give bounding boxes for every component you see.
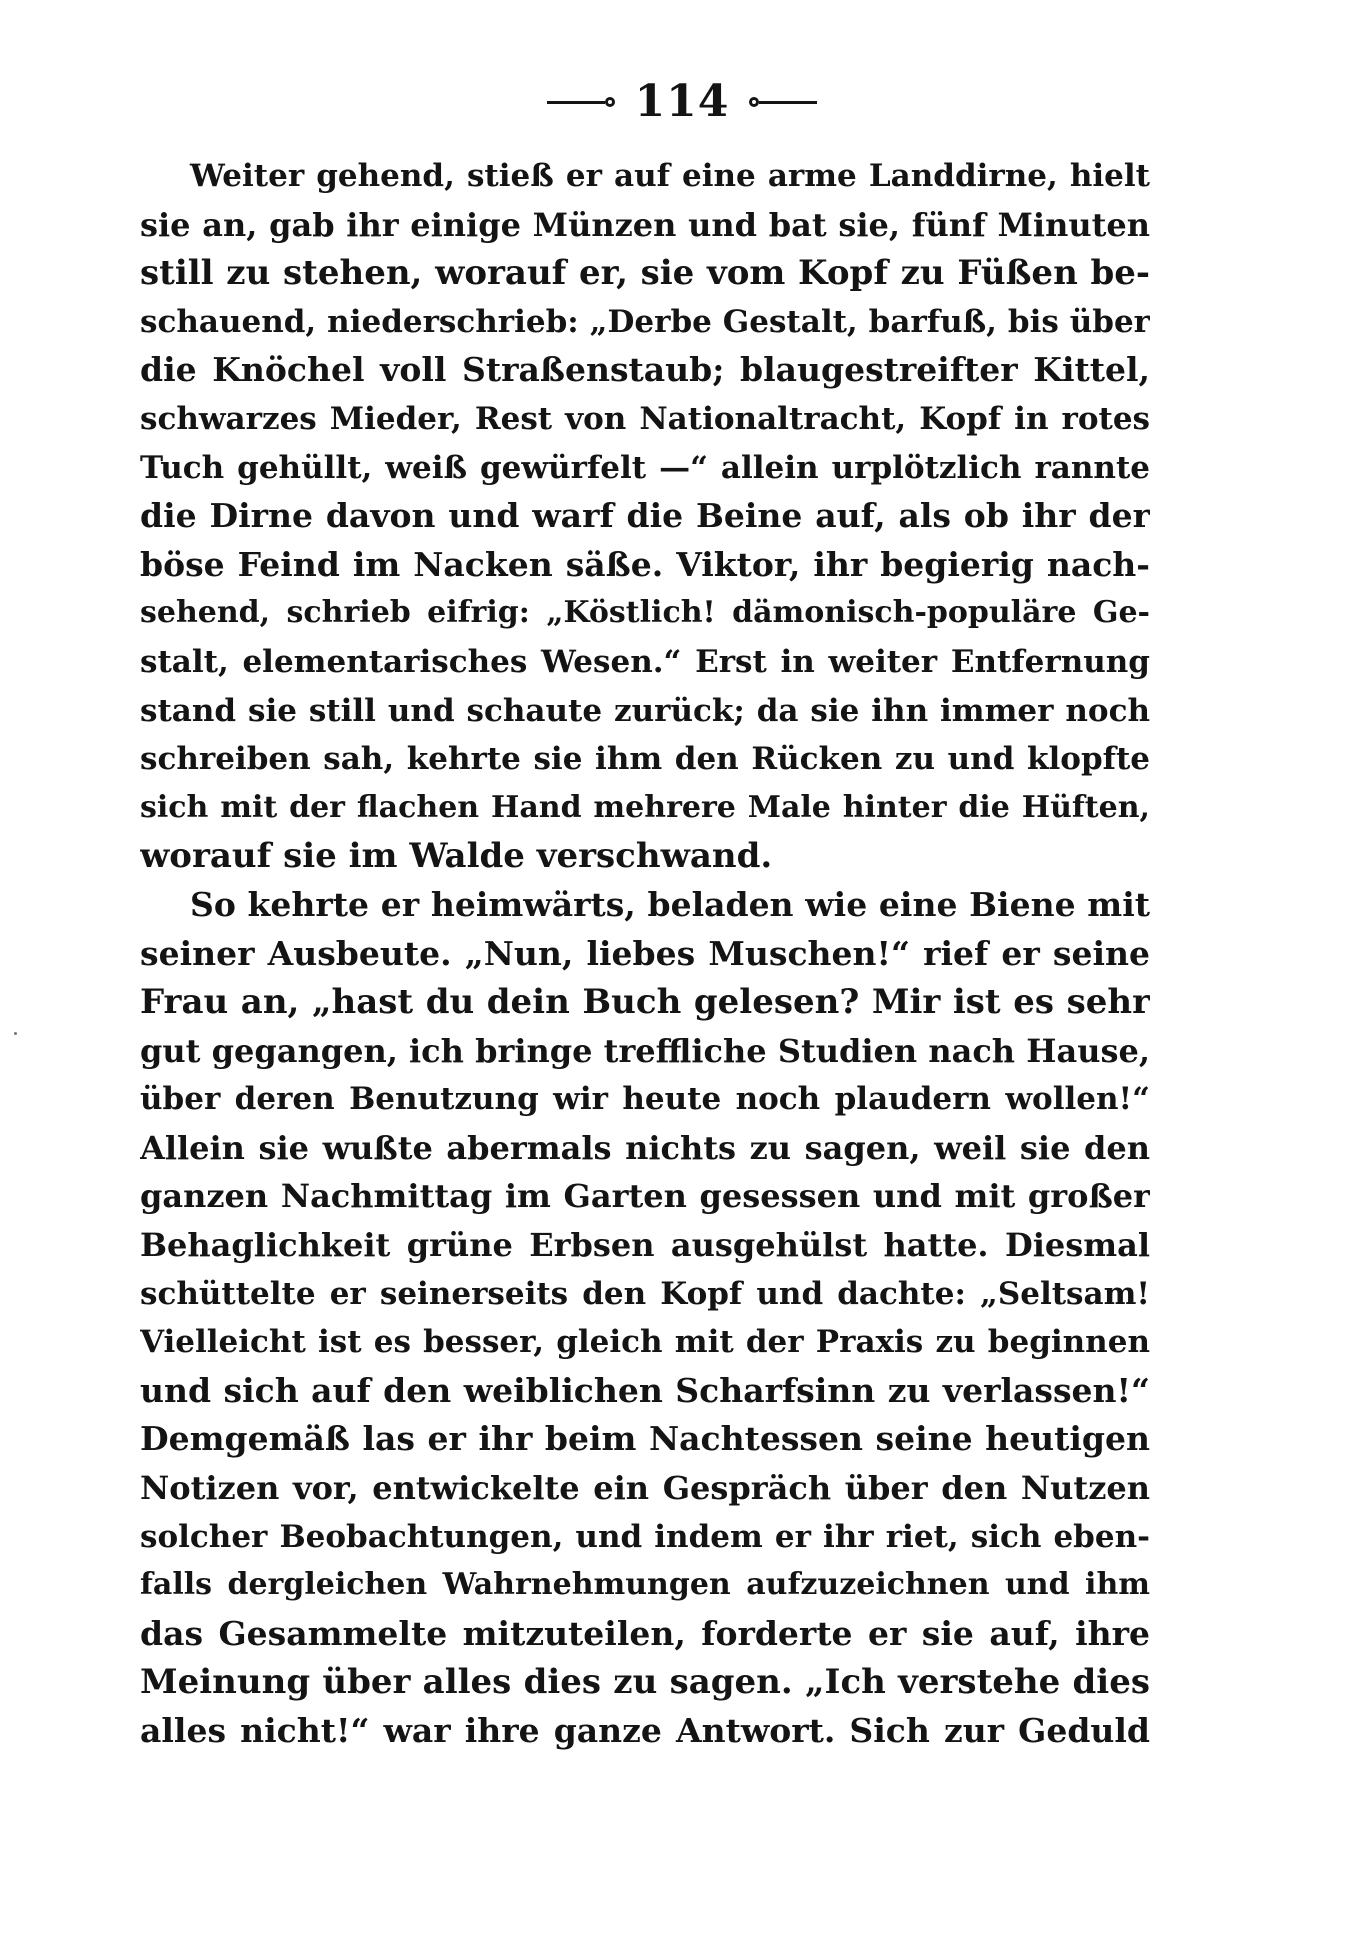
text-line: Allein sie wußte abermals nichts zu sagen, weil sie den — [140, 1128, 1150, 1167]
text-line: sehend, schrieb eifrig: „Köstlich! dämonisch-populäre Ge- — [140, 595, 1150, 631]
text-line: Weiter gehend, stieß er auf eine arme Landdirne, hielt — [190, 158, 1150, 194]
text-line: stand sie still und schaute zurück; da sie ihn immer noch — [140, 692, 1150, 729]
text-line: Vielleicht ist es besser, gleich mit der Praxis zu beginnen — [140, 1324, 1150, 1361]
text-line: So kehrte er heimwärts, beladen wie eine Biene mit — [190, 884, 1150, 924]
page-header — [0, 72, 1364, 132]
text-line: Tuch gehüllt, weiß gewürfelt —“ allein urplötzlich rannte — [140, 449, 1150, 486]
text-line: und sich auf den weiblichen Scharfsinn zu verlassen!“ — [140, 1370, 1150, 1410]
header-ornament-left — [547, 97, 615, 107]
text-line: seiner Ausbeute. „Nun, liebes Muschen!“ rief er seine — [140, 933, 1150, 973]
page-number: 114 — [634, 76, 730, 127]
scan-speck — [14, 1032, 17, 1035]
text-line: böse Feind im Nacken säße. Viktor, ihr begierig nach- — [140, 544, 1150, 584]
text-line: sich mit der flachen Hand mehrere Male hinter die Hüften, — [140, 789, 1150, 825]
text-line: worauf sie im Walde verschwand. — [140, 836, 773, 877]
text-line: still zu stehen, worauf er, sie vom Kopf zu Füßen be- — [140, 253, 1150, 294]
text-line: solcher Beobachtungen, und indem er ihr riet, sich eben- — [140, 1518, 1150, 1555]
header-ornament-right — [749, 97, 817, 107]
text-line: schreiben sah, kehrte sie ihm den Rücken zu und klopfte — [140, 741, 1150, 778]
body-text — [140, 152, 1150, 1756]
text-line: Meinung über alles dies zu sagen. „Ich verstehe dies — [140, 1662, 1150, 1703]
text-line: alles nicht!“ war ihre ganze Antwort. Sich zur Geduld — [140, 1711, 1150, 1750]
text-line: das Gesammelte mitzuteilen, forderte er sie auf, ihre — [140, 1613, 1150, 1653]
text-line: über deren Benutzung wir heute noch plaudern wollen!“ — [140, 1081, 1150, 1118]
text-line: schwarzes Mieder, Rest von Nationaltracht, Kopf in rotes — [140, 400, 1150, 437]
text-line: schüttelte er seinerseits den Kopf und dachte: „Seltsam! — [140, 1275, 1150, 1312]
text-line: Frau an, „hast du dein Buch gelesen? Mir ist es sehr — [140, 982, 1150, 1023]
text-line: die Knöchel voll Straßenstaub; blaugestreifter Kittel, — [140, 350, 1150, 390]
text-line: Demgemäß las er ihr beim Nachtessen seine heutigen — [140, 1419, 1150, 1459]
text-line: schauend, niederschrieb: „Derbe Gestalt, barfuß, bis über — [140, 303, 1150, 340]
text-line: Behaglichkeit grüne Erbsen ausgehülst hatte. Diesmal — [140, 1226, 1150, 1265]
text-line: Notizen vor, entwickelte ein Gespräch über den Nutzen — [140, 1469, 1150, 1508]
text-line: sie an, gab ihr einige Münzen und bat sie, fünf Minuten — [140, 205, 1150, 244]
text-line: stalt, elementarisches Wesen.“ Erst in weiter Entfernung — [140, 643, 1150, 680]
text-line: gut gegangen, ich bringe treffliche Studien nach Hause, — [140, 1031, 1150, 1070]
text-line: falls dergleichen Wahrnehmungen aufzuzeichnen und ihm — [140, 1567, 1150, 1603]
text-line: die Dirne davon und warf die Beine auf, als ob ihr der — [140, 496, 1150, 536]
text-line: ganzen Nachmittag im Garten gesessen und mit großer — [140, 1177, 1150, 1216]
